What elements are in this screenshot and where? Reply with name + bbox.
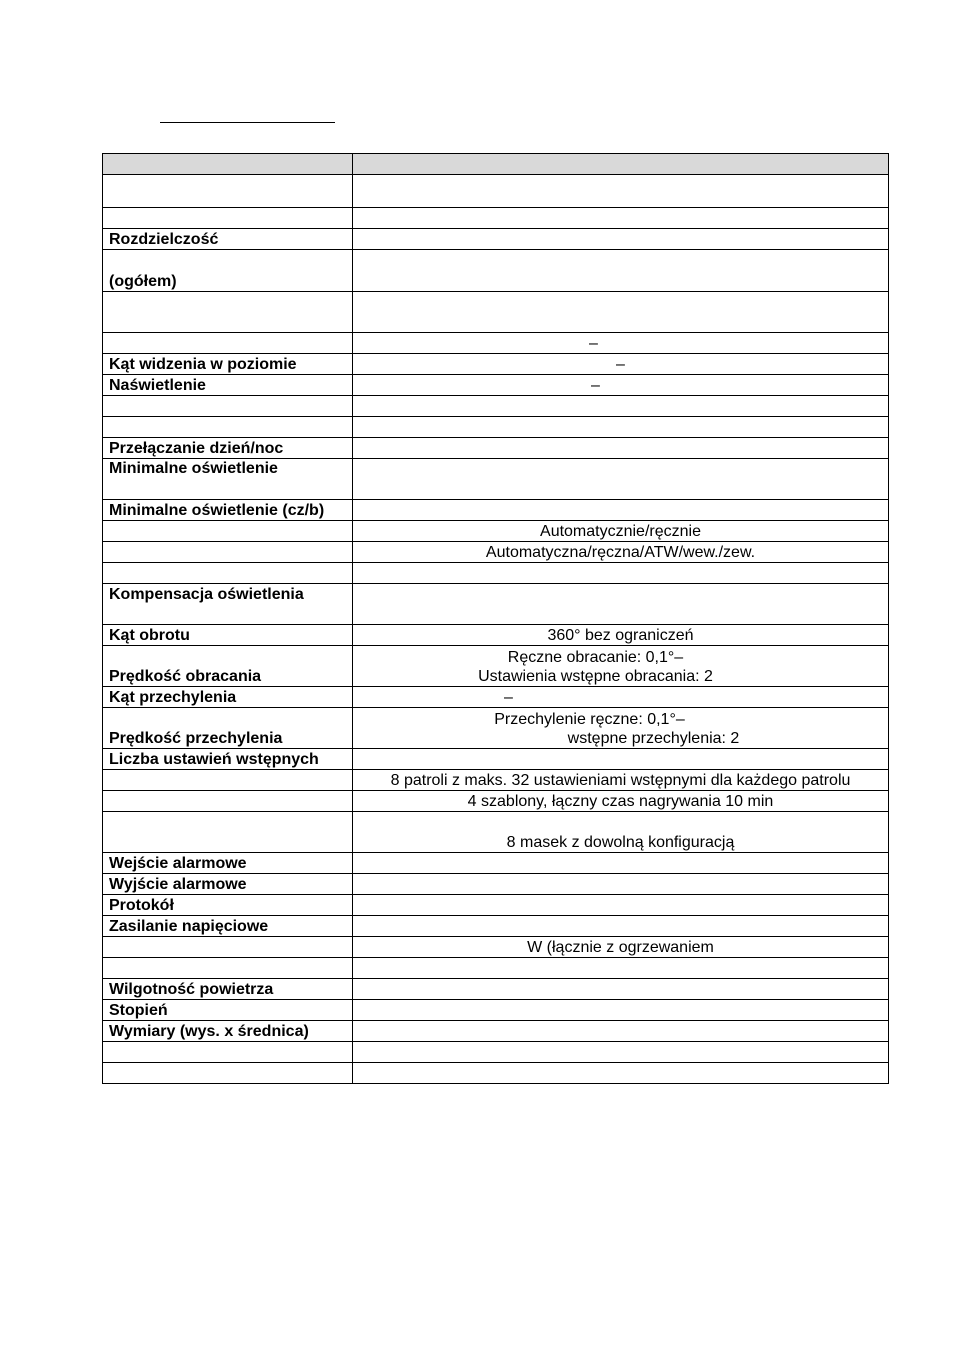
row-label: Naświetlenie (103, 375, 353, 396)
row-label (103, 417, 353, 438)
table-row (103, 563, 889, 584)
row-value: – (353, 687, 889, 708)
row-label (103, 208, 353, 229)
row-label: Liczba ustawień wstępnych (103, 749, 353, 770)
row-value (353, 979, 889, 1000)
table-row (103, 584, 889, 625)
row-value (353, 916, 889, 937)
table-row (103, 687, 889, 708)
table-row (103, 417, 889, 438)
table-row (103, 1021, 889, 1042)
row-value: – (353, 375, 889, 396)
table-row (103, 1063, 889, 1084)
row-value (353, 250, 889, 292)
row-label (103, 1042, 353, 1063)
row-value (353, 208, 889, 229)
row-value (353, 396, 889, 417)
row-label (103, 791, 353, 812)
row-label (103, 563, 353, 584)
table-row (103, 791, 889, 812)
row-label: Stopień (103, 1000, 353, 1021)
table-row (103, 438, 889, 459)
row-value (353, 1042, 889, 1063)
table-row (103, 250, 889, 292)
row-value (353, 646, 889, 687)
table-row (103, 208, 889, 229)
row-label: (ogółem) (103, 250, 353, 292)
specification-table (102, 153, 889, 1084)
row-label: Kompensacja oświetlenia (103, 584, 353, 625)
row-label: Przełączanie dzień/noc (103, 438, 353, 459)
row-label (103, 812, 353, 853)
table-row (103, 1000, 889, 1021)
row-value (353, 500, 889, 521)
row-label: Minimalne oświetlenie (103, 459, 353, 500)
table-row (103, 459, 889, 500)
row-value (353, 175, 889, 208)
row-value: – (353, 354, 889, 375)
header-cell-value (353, 154, 889, 175)
header-cell-parameter (103, 154, 353, 175)
table-row (103, 1042, 889, 1063)
row-label (103, 175, 353, 208)
row-label: Protokół (103, 895, 353, 916)
row-value (353, 584, 889, 625)
table-row (103, 625, 889, 646)
table-row (103, 770, 889, 791)
row-value (353, 229, 889, 250)
row-value: 8 patroli z maks. 32 ustawieniami wstępnymi dla każdego patrolu (353, 770, 889, 791)
title-underline (160, 122, 335, 123)
row-label (103, 1063, 353, 1084)
row-value-line: Ręczne obracanie: 0,1°– (507, 649, 684, 666)
row-label (103, 292, 353, 333)
row-label (103, 542, 353, 563)
row-label (103, 333, 353, 354)
table-row (103, 542, 889, 563)
table-row (103, 333, 889, 354)
table-row (103, 874, 889, 895)
row-label: Prędkość przechylenia (103, 708, 353, 749)
row-label (103, 770, 353, 791)
row-value: – (353, 333, 889, 354)
row-value-line: Ustawienia wstępne obracania: 2 (478, 668, 713, 685)
table-row (103, 396, 889, 417)
row-label: Wymiary (wys. x średnica) (103, 1021, 353, 1042)
table-row (103, 895, 889, 916)
row-label: Wejście alarmowe (103, 853, 353, 874)
table-row (103, 853, 889, 874)
row-value (353, 749, 889, 770)
table-row (103, 354, 889, 375)
row-value (353, 438, 889, 459)
table-row (103, 937, 889, 958)
table-row (103, 375, 889, 396)
row-value (353, 1063, 889, 1084)
table-row (103, 646, 889, 687)
row-value (353, 958, 889, 979)
table-row (103, 958, 889, 979)
row-label (103, 396, 353, 417)
row-value (353, 1000, 889, 1021)
row-label (103, 937, 353, 958)
table-row (103, 708, 889, 749)
table-row (103, 979, 889, 1000)
row-label (103, 958, 353, 979)
row-value: 360° bez ograniczeń (353, 625, 889, 646)
table-row (103, 812, 889, 853)
table-header-row (103, 154, 889, 175)
row-value (353, 459, 889, 500)
row-value (353, 853, 889, 874)
table-row (103, 521, 889, 542)
row-value: 4 szablony, łączny czas nagrywania 10 min (353, 791, 889, 812)
row-label: Kąt widzenia w poziomie (103, 354, 353, 375)
table-row (103, 500, 889, 521)
row-label (103, 521, 353, 542)
row-value (353, 895, 889, 916)
row-label: Kąt obrotu (103, 625, 353, 646)
row-label: Prędkość obracania (103, 646, 353, 687)
row-value: Automatyczna/ręczna/ATW/wew./zew. (353, 542, 889, 563)
table-row (103, 749, 889, 770)
row-label: Zasilanie napięciowe (103, 916, 353, 937)
row-value: 8 masek z dowolną konfiguracją (353, 812, 889, 853)
row-value-line: wstępne przechylenia: 2 (567, 730, 740, 747)
row-value (353, 1021, 889, 1042)
row-label: Wyjście alarmowe (103, 874, 353, 895)
row-value (353, 417, 889, 438)
row-value (353, 708, 889, 749)
table-row (103, 916, 889, 937)
row-value: Automatycznie/ręcznie (353, 521, 889, 542)
table-row (103, 175, 889, 208)
row-label: Kąt przechylenia (103, 687, 353, 708)
row-value (353, 874, 889, 895)
table-row (103, 292, 889, 333)
row-label: Rozdzielczość (103, 229, 353, 250)
row-value-line: Przechylenie ręczne: 0,1°– (494, 711, 685, 728)
row-value (353, 292, 889, 333)
row-value: W (łącznie z ogrzewaniem (353, 937, 889, 958)
row-label: Wilgotność powietrza (103, 979, 353, 1000)
row-label: Minimalne oświetlenie (cz/b) (103, 500, 353, 521)
row-value (353, 563, 889, 584)
table-row (103, 229, 889, 250)
